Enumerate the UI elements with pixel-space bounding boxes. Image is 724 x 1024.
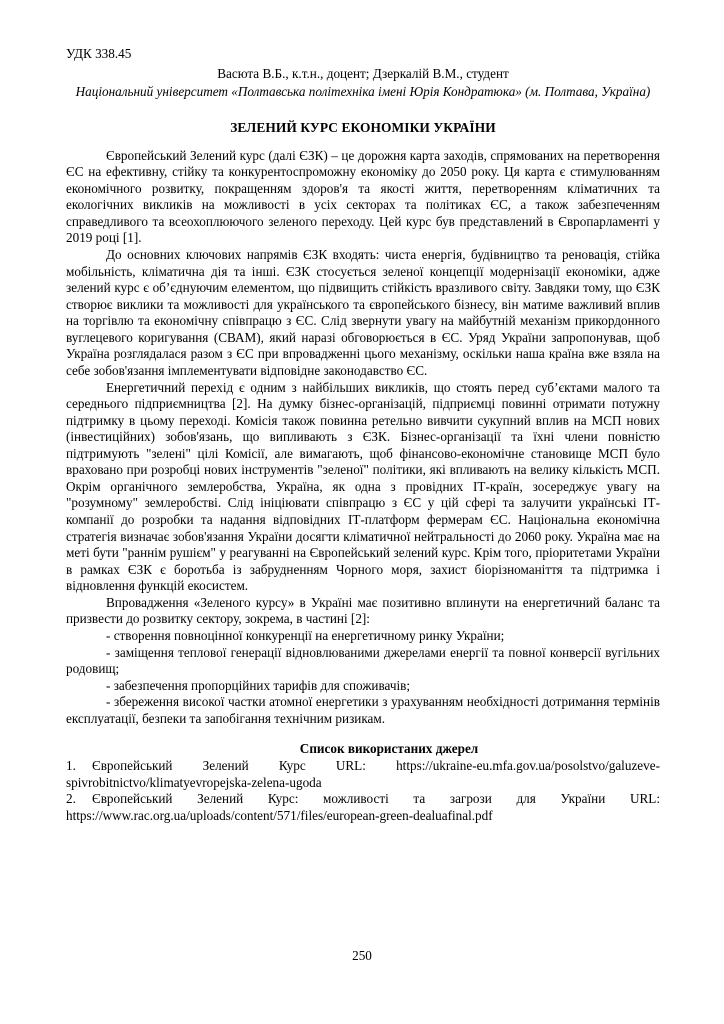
body-paragraph-4: Впровадження «Зеленого курсу» в Україні має позитивно вплинути на енергетичний баланс та призвести до розвитку сектору, зокрема, в частині [2]: [66, 594, 660, 627]
article-title: ЗЕЛЕНИЙ КУРС ЕКОНОМІКИ УКРАЇНИ [230, 119, 496, 135]
benefits-list [66, 628, 660, 727]
reference-number: 1. [66, 757, 76, 773]
reference-entry-1 [66, 758, 660, 791]
list-item: - заміщення теплової генерації відновлюваними джерелами енергії та повної конверсії вугільних родовищ; [66, 644, 660, 677]
reference-text: Європейський Зелений Курс: можливості та загрози для України URL: https://www.rac.org.ua/uploads/content/571/files/european-green-dealuafinal.pdf [66, 791, 660, 823]
list-item: - збереження високої частки атомної енергетики з урахуванням необхідності дотримання термінів експлуатації, безпеки та запобігання технічним ризикам. [66, 694, 660, 726]
page-content [66, 46, 660, 824]
authors-line: Васюта В.Б., к.т.н., доцент; Дзеркалій В.М., студент [217, 66, 509, 82]
page-number: 250 [352, 948, 372, 963]
reference-number: 2. [66, 791, 76, 807]
reference-text: Європейський Зелений Курс URL: https://ukraine-eu.mfa.gov.ua/posolstvo/galuzeve-spivrobitnictvo/klimatyevropejska-zelena-ugoda [66, 757, 660, 790]
udk-code: УДК 338.45 [66, 46, 132, 61]
list-item: - забезпечення пропорційних тарифів для споживачів; [106, 677, 411, 693]
body-paragraph-3: Енергетичний перехід є одним з найбільших викликів, що стоять перед суб’єктами малого та середнього підприємництва [2]. На думку бізнес-організацій, підприємці повинні отримати потужну підтримку в цьому переході. Комісія також повинна ретельно вивчити сукупний вплив на МСП нових (інвестиційних) зобов'язань, що випливають з ЄЗК. Бізнес-організації та їхні члени повністю підтримують "зелені" цілі Комісії, але вимагають, щоб фінансово-економічне становище МСП було враховано при розробці нових інструментів "зеленої" політики, які впливають на велику кількість МСП. Окрім органічного землеробства, Україна, як одна з провідних ІТ-країн, зосереджує увагу на "розумному" землеробстві. Слід ініціювати співпрацю з ЄС у цій сфері та залучити українські ІТ-компанії до розробки та надання відповідних ІТ-платформ фермерам ЄС. Національна економічна стратегія визначає зобов'язання України досягти кліматичної нейтральності до 2060 року. Україна має на меті бути "раннім рушієм" у реагуванні на Європейський зелений курс. Крім того, пріоритетами України в рамках ЄЗК є боротьба із забрудненням Чорного моря, захист біорізноманіття та підтримка і відновлення функцій екосистем. [66, 379, 660, 594]
body-paragraph-2: До основних ключових напрямів ЄЗК входять: чиста енергія, будівництво та реновація, стійка мобільність, кліматична дія та інші. ЄЗК стосується зеленої концепції модернізації економіки, адже зелений курс є об’єднуючим елементом, що підвищить стійкість вразливого світу. Завдяки тому, що ЄЗК створює виклики та можливості для українського та європейського бізнесу, він матиме важливий вплив на торгівлю та економічну співпрацю з ЄС. Слід звернути увагу на майбутній механізм прикордонного вуглецевого коригування (СВАМ), який наразі обговорюється в ЄС. Уряд України запропонував, щоб Україна розглядалася разом з ЄС при впровадженні цього механізму, оскільки наша країна вже взяла на себе зобов'язання імплементувати відповідне законодавство ЄС. [66, 247, 660, 378]
list-item: - створення повноцінної конкуренції на енергетичному ринку України; [106, 627, 505, 643]
affiliation-line: Національний університет «Полтавська політехніка імені Юрія Кондратюка» (м. Полтава, Україна) [75, 84, 651, 100]
reference-entry-2 [66, 791, 660, 824]
body-paragraph-1: Європейський Зелений курс (далі ЄЗК) – це дорожня карта заходів, спрямованих на перетворення ЄС на ефективну, стійку та конкурентоспроможну економіку до 2050 року. Ця карта є стимулюванням економічного розвитку, покращенням здоров'я та якості життя, перетворенням кліматичних та екологічних викликів на можливості в усіх секторах та політиках ЄС, а також забезпеченням справедливого та всеохоплюючого зеленого переходу. Цей курс був представлений в Європарламенті у 2019 році [1]. [66, 147, 660, 246]
references-heading: Список використаних джерел [299, 741, 479, 757]
